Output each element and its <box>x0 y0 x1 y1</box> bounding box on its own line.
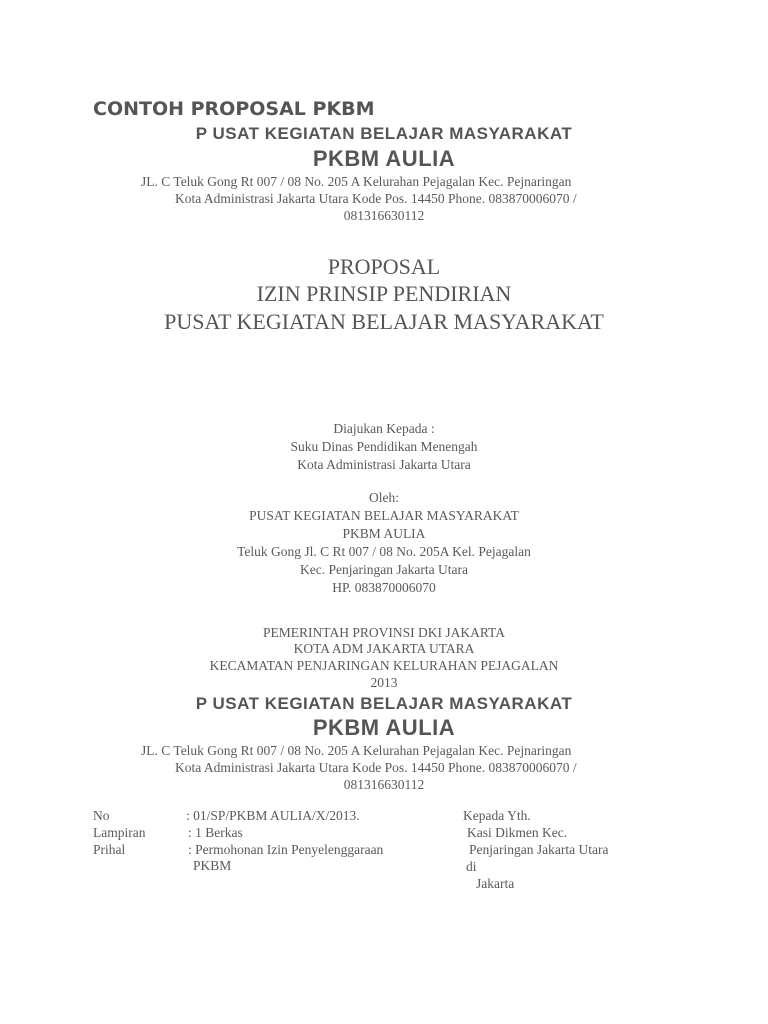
by-line2: PKBM AULIA <box>342 526 426 541</box>
recipient-line2: Kasi Dikmen Kec. <box>467 825 568 840</box>
by-line1: PUSAT KEGIATAN BELAJAR MASYARAKAT <box>249 508 519 523</box>
letterhead2-address-line3: 081316630112 <box>343 777 425 792</box>
submitted-to-label: Diajukan Kepada : <box>333 421 435 436</box>
letterhead2-address-line2: Kota Administrasi Jakarta Utara Kode Pos. 14450 Phone. 083870006070 / <box>175 760 577 775</box>
letterhead-org-name: P USAT KEGIATAN BELAJAR MASYARAKAT <box>195 124 573 143</box>
letter-prihal-value-cont: PKBM <box>193 858 232 873</box>
letterhead-address-line2: Kota Administrasi Jakarta Utara Kode Pos. 14450 Phone. 083870006070 / <box>175 191 577 206</box>
letterhead2-brand-name: PKBM AULIA <box>312 715 456 740</box>
by-line5: HP. 083870006070 <box>332 580 436 595</box>
government-year: 2013 <box>370 675 398 690</box>
letterhead-address-line3: 081316630112 <box>343 208 425 223</box>
letterhead-brand-name: PKBM AULIA <box>312 146 456 171</box>
government-line1: PEMERINTAH PROVINSI DKI JAKARTA <box>263 625 505 640</box>
government-line2: KOTA ADM JAKARTA UTARA <box>293 641 475 656</box>
recipient-line3: Penjaringan Jakarta Utara <box>469 842 609 857</box>
proposal-subtitle: IZIN PRINSIP PENDIRIAN <box>256 281 512 306</box>
letterhead2-org-name: P USAT KEGIATAN BELAJAR MASYARAKAT <box>195 694 573 713</box>
letterhead2-address-line1: JL. C Teluk Gong Rt 007 / 08 No. 205 A Kelurahan Pejagalan Kec. Pejnaringan <box>141 743 572 758</box>
by-line4: Kec. Penjaringan Jakarta Utara <box>300 562 468 577</box>
government-line3: KECAMATAN PENJARINGAN KELURAHAN PEJAGALAN <box>209 658 559 673</box>
by-line3: Teluk Gong Jl. C Rt 007 / 08 No. 205A Kel. Pejagalan <box>237 544 531 559</box>
letter-no-label: No <box>93 808 110 823</box>
letter-prihal-value: : Permohonan Izin Penyelenggaraan <box>188 842 384 857</box>
proposal-organization: PUSAT KEGIATAN BELAJAR MASYARAKAT <box>164 309 604 334</box>
page-title: CONTOH PROPOSAL PKBM <box>93 98 375 120</box>
submitted-to-line2: Kota Administrasi Jakarta Utara <box>297 457 471 472</box>
letter-prihal-label: Prihal <box>93 842 126 857</box>
letter-lampiran-value: : 1 Berkas <box>188 825 243 840</box>
submitted-to-line1: Suku Dinas Pendidikan Menengah <box>290 439 478 454</box>
recipient-line5: Jakarta <box>476 876 515 891</box>
letter-no-value: : 01/SP/PKBM AULIA/X/2013. <box>186 808 360 823</box>
proposal-title: PROPOSAL <box>327 254 441 279</box>
letterhead-address-line1: JL. C Teluk Gong Rt 007 / 08 No. 205 A Kelurahan Pejagalan Kec. Pejnaringan <box>141 174 572 189</box>
letter-lampiran-label: Lampiran <box>93 825 146 840</box>
by-label: Oleh: <box>369 490 399 505</box>
recipient-line1: Kepada Yth. <box>463 808 531 823</box>
recipient-line4: di <box>466 859 477 874</box>
